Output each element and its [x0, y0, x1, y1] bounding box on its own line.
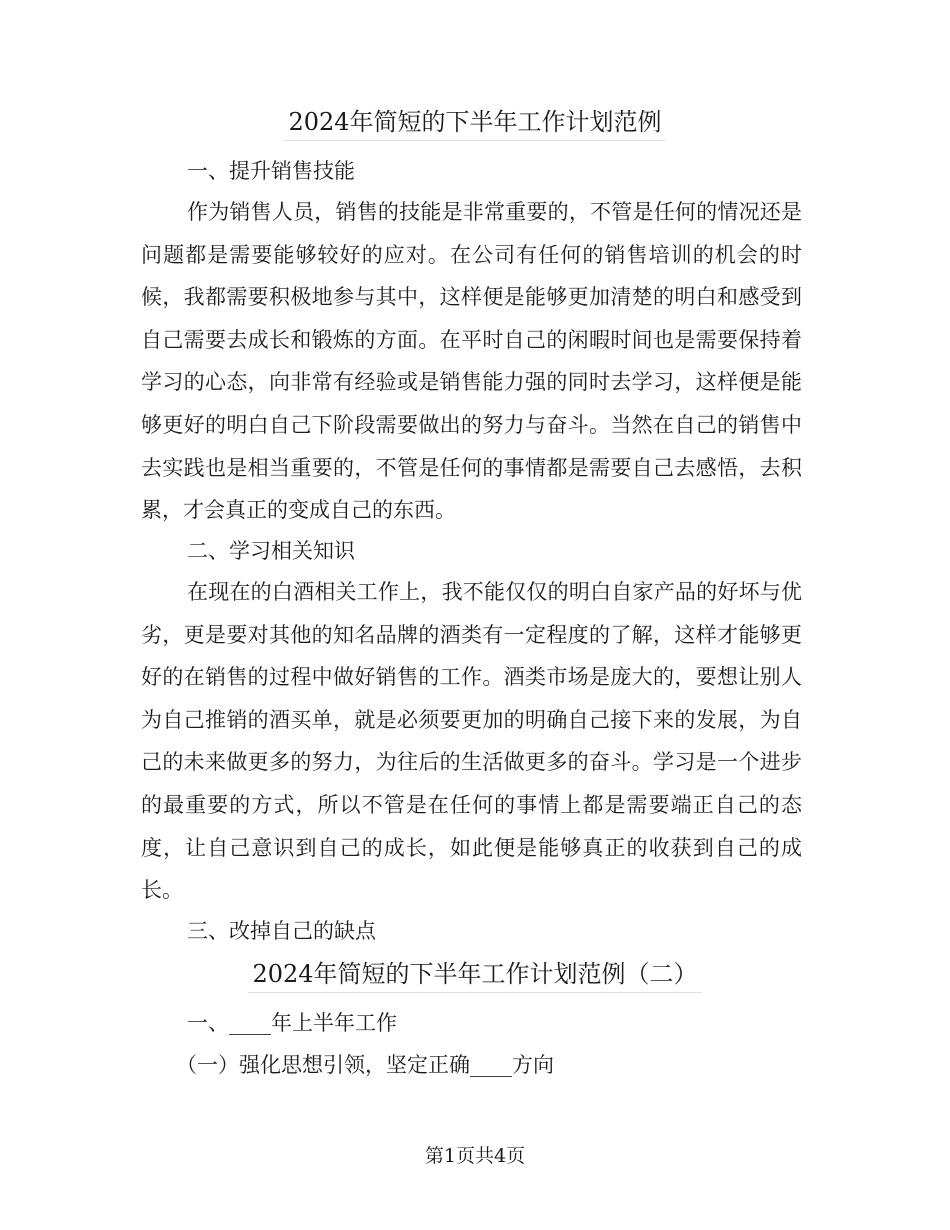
document-subtitle	[0, 956, 950, 993]
part-two-heading-1: 一、____年上半年工作	[187, 1011, 397, 1035]
page-number-footer: 第1页共4页	[424, 1145, 526, 1167]
document-title	[0, 104, 950, 141]
section-heading-3: 三、改掉自己的缺点	[187, 919, 376, 943]
section-paragraph-2: 在现在的白酒相关工作上，我不能仅仅的明白自家产品的好坏与优劣，更是要对其他的知名品牌的酒类有一定程度的了解，这样才能够更好的在销售的过程中做好销售的工作。酒类市场是庞大的，要想让别人为自己推销的酒买单，就是必须要更加的明确自己接下来的发展，为自己的未来做更多的努力，为往后的生活做更多的奋斗。学习是一个进步的最重要的方式，所以不管是在任何的事情上都是需要端正自己的态度，让自己意识到自己的成长，如此便是能够真正的收获到自己的成长。	[141, 580, 802, 903]
document-subtitle-text: 2024年简短的下半年工作计划范例（二）	[248, 956, 701, 993]
section-heading-1: 一、提升销售技能	[187, 159, 355, 183]
document-title-text: 2024年简短的下半年工作计划范例	[284, 104, 665, 141]
part-two-heading-2: （一）强化思想引领，坚定正确____方向	[176, 1053, 554, 1077]
section-heading-2: 二、学习相关知识	[187, 539, 355, 563]
section-paragraph-1: 作为销售人员，销售的技能是非常重要的，不管是任何的情况还是问题都是需要能够较好的应对。在公司有任何的销售培训的机会的时候，我都需要积极地参与其中，这样便是能够更加清楚的明白和感受到自己需要去成长和锻炼的方面。在平时自己的闲暇时间也是需要保持着学习的心态，向非常有经验或是销售能力强的同时去学习，这样便是能够更好的明白自己下阶段需要做出的努力与奋斗。当然在自己的销售中去实践也是相当重要的，不管是任何的事情都是需要自己去感悟，去积累，才会真正的变成自己的东西。	[141, 200, 802, 523]
